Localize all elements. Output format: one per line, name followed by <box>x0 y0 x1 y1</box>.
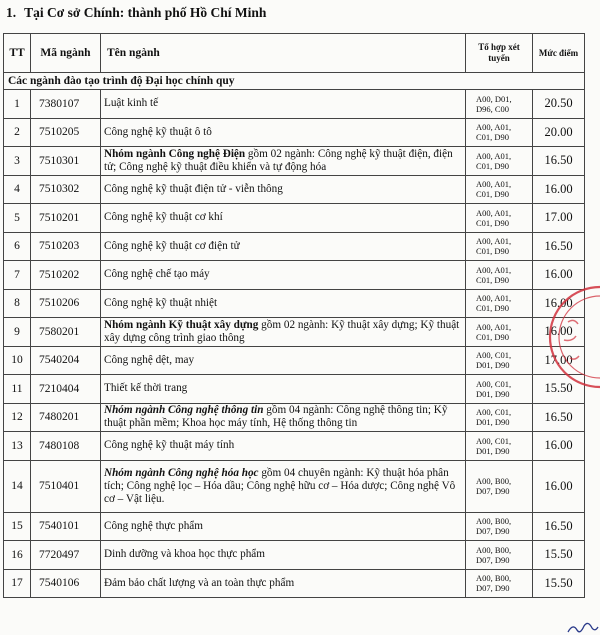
table-row <box>4 460 585 512</box>
row-name-detail: gồm 02 ngành: Kỹ thuật xây dựng; Kỹ thuật xây dựng công trình giao thông <box>104 318 460 344</box>
row-tt: 11 <box>4 375 31 404</box>
heading-number: 1. <box>6 5 17 20</box>
row-combo: A00, B00, D07, D90 <box>466 569 533 598</box>
row-name: Công nghệ kỹ thuật nhiệt <box>101 289 466 318</box>
row-combo: A00, A01, C01, D90 <box>466 289 533 318</box>
row-score: 16.50 <box>533 232 585 261</box>
table-row <box>4 175 585 204</box>
header-name: Tên ngành <box>101 34 466 73</box>
row-tt: 5 <box>4 204 31 233</box>
row-code: 7720497 <box>31 541 101 570</box>
row-score: 20.50 <box>533 90 585 119</box>
row-name-detail: gồm 04 ngành: Công nghệ thông tin; Kỹ thuật phần mềm; Khoa học máy tính, Hệ thống thông tin <box>104 404 448 430</box>
table-row <box>4 147 585 176</box>
row-name: Công nghệ dệt, may <box>101 346 466 375</box>
row-combo: A00, A01, C01, D90 <box>466 232 533 261</box>
row-name: Công nghệ kỹ thuật ô tô <box>101 118 466 147</box>
row-combo: A00, A01, C01, D90 <box>466 261 533 290</box>
row-combo: A00, B00, D07, D90 <box>466 512 533 541</box>
row-code: 7510201 <box>31 204 101 233</box>
signature-mark <box>566 620 600 635</box>
row-score: 15.50 <box>533 541 585 570</box>
header-code: Mã ngành <box>31 34 101 73</box>
table-row <box>4 118 585 147</box>
row-name: Dinh dưỡng và khoa học thực phẩm <box>101 541 466 570</box>
row-combo: A00, B00, D07, D90 <box>466 460 533 512</box>
row-name: Luật kinh tế <box>101 90 466 119</box>
header-tt: TT <box>4 34 31 73</box>
row-score: 16.50 <box>533 512 585 541</box>
row-score: 16.00 <box>533 318 585 347</box>
row-score: 17.00 <box>533 346 585 375</box>
row-code: 7510302 <box>31 175 101 204</box>
row-score: 16.00 <box>533 432 585 461</box>
row-combo: A00, A01, C01, D90 <box>466 175 533 204</box>
heading-text: Tại Cơ sở Chính: thành phố Hồ Chí Minh <box>24 5 267 20</box>
row-score: 16.00 <box>533 289 585 318</box>
row-name: Đảm bảo chất lượng và an toàn thực phẩm <box>101 569 466 598</box>
row-score: 15.50 <box>533 375 585 404</box>
table-header-row <box>4 34 585 73</box>
row-score: 16.00 <box>533 460 585 512</box>
table-row <box>4 318 585 347</box>
row-tt: 15 <box>4 512 31 541</box>
row-combo: A00, A01, C01, D90 <box>466 147 533 176</box>
row-code: 7380107 <box>31 90 101 119</box>
row-tt: 6 <box>4 232 31 261</box>
row-name: Công nghệ kỹ thuật cơ điện tử <box>101 232 466 261</box>
row-combo: A00, D01, D96, C00 <box>466 90 533 119</box>
header-combo: Tổ hợp xét tuyển <box>466 34 533 73</box>
row-name <box>101 403 466 432</box>
row-tt: 10 <box>4 346 31 375</box>
row-tt: 17 <box>4 569 31 598</box>
row-name <box>101 460 466 512</box>
row-combo: A00, A01, C01, D90 <box>466 318 533 347</box>
row-score: 16.00 <box>533 175 585 204</box>
row-name <box>101 147 466 176</box>
row-name: Công nghệ kỹ thuật điện tử - viễn thông <box>101 175 466 204</box>
table-row <box>4 346 585 375</box>
table-row <box>4 512 585 541</box>
table-row <box>4 432 585 461</box>
row-tt: 13 <box>4 432 31 461</box>
row-combo: A00, B00, D07, D90 <box>466 541 533 570</box>
row-code: 7580201 <box>31 318 101 347</box>
row-code: 7510401 <box>31 460 101 512</box>
row-score: 20.00 <box>533 118 585 147</box>
row-name: Thiết kế thời trang <box>101 375 466 404</box>
row-code: 7480108 <box>31 432 101 461</box>
row-name-group: Nhóm ngành Công nghệ hóa học <box>104 466 259 479</box>
row-code: 7210404 <box>31 375 101 404</box>
row-combo: A00, C01, D01, D90 <box>466 346 533 375</box>
row-tt: 14 <box>4 460 31 512</box>
row-code: 7510205 <box>31 118 101 147</box>
row-score: 15.50 <box>533 569 585 598</box>
table-row <box>4 261 585 290</box>
table-row <box>4 232 585 261</box>
row-tt: 4 <box>4 175 31 204</box>
table-row <box>4 569 585 598</box>
row-name: Công nghệ kỹ thuật máy tính <box>101 432 466 461</box>
row-name-group: Nhóm ngành Công nghệ Điện <box>104 147 246 160</box>
row-combo: A00, C01, D01, D90 <box>466 375 533 404</box>
section-row <box>4 73 585 90</box>
row-code: 7540106 <box>31 569 101 598</box>
row-name-group: Nhóm ngành Kỹ thuật xây dựng <box>104 318 259 331</box>
row-tt: 9 <box>4 318 31 347</box>
row-tt: 12 <box>4 403 31 432</box>
row-code: 7480201 <box>31 403 101 432</box>
row-tt: 7 <box>4 261 31 290</box>
table-row <box>4 403 585 432</box>
admission-scores-table <box>3 33 585 598</box>
row-score: 17.00 <box>533 204 585 233</box>
row-combo: A00, C01, D01, D90 <box>466 432 533 461</box>
row-code: 7540101 <box>31 512 101 541</box>
row-tt: 16 <box>4 541 31 570</box>
section-title: Các ngành đào tạo trình độ Đại học chính quy <box>4 73 585 90</box>
row-name-detail: gồm 02 ngành: Công nghệ kỹ thuật điện, điện tử; Công nghệ kỹ thuật điều khiển và tự động hóa <box>104 147 453 173</box>
row-name: Công nghệ chế tạo máy <box>101 261 466 290</box>
row-name-group: Nhóm ngành Công nghệ thông tin <box>104 404 264 417</box>
row-name-detail: gồm 04 chuyên ngành: Kỹ thuật hóa phân tích; Công nghệ lọc – Hóa dầu; Công nghệ hữu cơ – Hóa dược; Công nghệ Vô cơ – Vật liệu. <box>104 466 456 505</box>
row-code: 7510202 <box>31 261 101 290</box>
row-name <box>101 318 466 347</box>
table-row <box>4 90 585 119</box>
row-tt: 8 <box>4 289 31 318</box>
row-combo: A00, C01, D01, D90 <box>466 403 533 432</box>
row-tt: 1 <box>4 90 31 119</box>
table-row <box>4 289 585 318</box>
header-score: Mức điểm <box>533 34 585 73</box>
table-row <box>4 541 585 570</box>
row-score: 16.50 <box>533 403 585 432</box>
row-combo: A00, A01, C01, D90 <box>466 118 533 147</box>
row-score: 16.00 <box>533 261 585 290</box>
row-tt: 2 <box>4 118 31 147</box>
row-score: 16.50 <box>533 147 585 176</box>
row-combo: A00, A01, C01, D90 <box>466 204 533 233</box>
row-tt: 3 <box>4 147 31 176</box>
section-heading <box>6 5 266 21</box>
row-code: 7510203 <box>31 232 101 261</box>
table-row <box>4 204 585 233</box>
table-row <box>4 375 585 404</box>
row-code: 7540204 <box>31 346 101 375</box>
row-name: Công nghệ kỹ thuật cơ khí <box>101 204 466 233</box>
row-code: 7510301 <box>31 147 101 176</box>
row-name: Công nghệ thực phẩm <box>101 512 466 541</box>
row-code: 7510206 <box>31 289 101 318</box>
